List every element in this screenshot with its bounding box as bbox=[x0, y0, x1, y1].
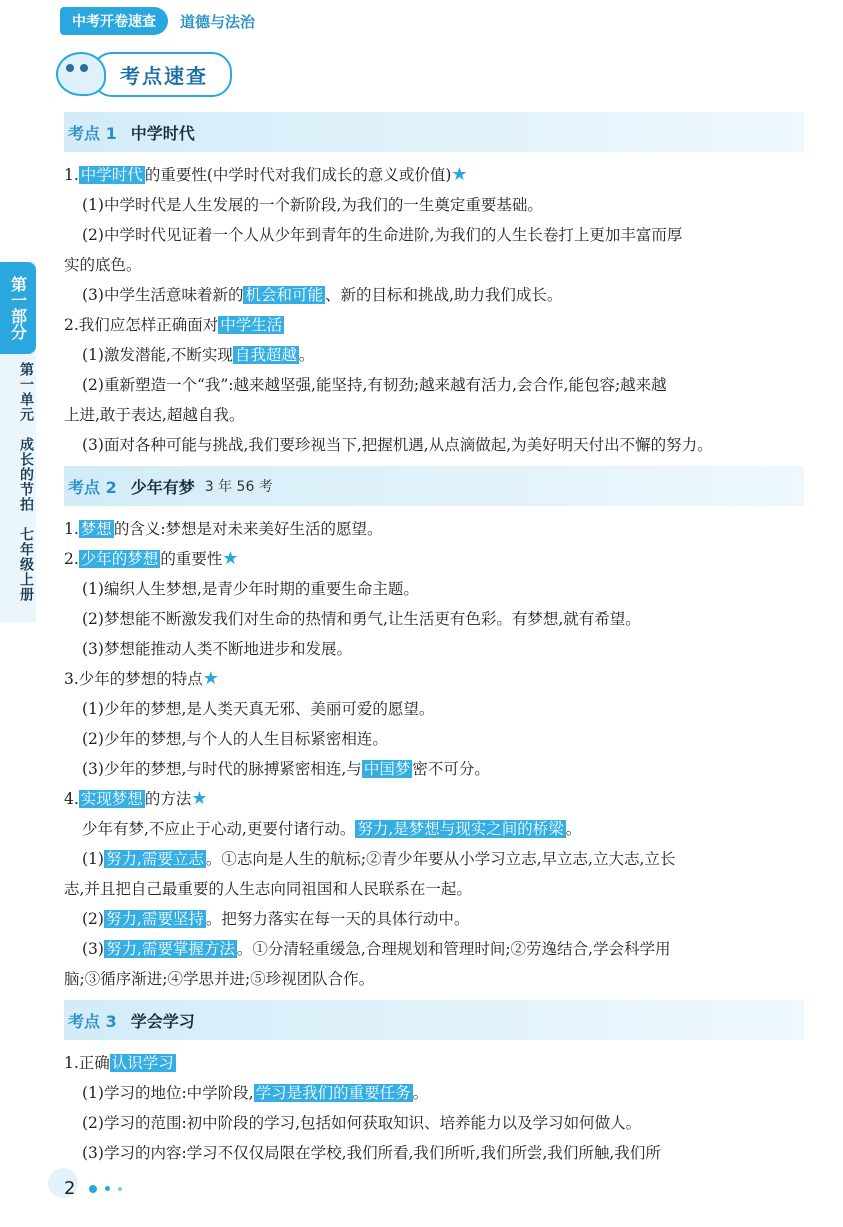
text-line bbox=[64, 400, 804, 430]
text-line bbox=[64, 634, 804, 664]
line-text: 的含义:梦想是对未来美好生活的愿望。 bbox=[113, 520, 383, 538]
line-text: (2) bbox=[82, 910, 104, 928]
text-line bbox=[64, 190, 804, 220]
section-header bbox=[64, 466, 804, 506]
line-text: 1. bbox=[64, 166, 79, 184]
line-text: 2. bbox=[64, 550, 79, 568]
text-line bbox=[64, 280, 804, 310]
text-line bbox=[64, 1078, 804, 1108]
line-text: 少年有梦,不应止于心动,更要付诸行动。 bbox=[82, 820, 356, 838]
line-text: (3)学习的内容:学习不仅仅局限在学校,我们所看,我们所听,我们所尝,我们所触,我们所 bbox=[82, 1144, 661, 1162]
line-text: (3) bbox=[82, 940, 104, 958]
highlight-term: 努力,是梦想与现实之间的桥梁 bbox=[357, 820, 564, 838]
highlight-term: 努力,需要坚持 bbox=[105, 910, 204, 928]
running-header bbox=[60, 6, 255, 36]
text-line bbox=[64, 574, 804, 604]
line-text: 实的底色。 bbox=[64, 256, 142, 274]
star-icon: ★ bbox=[191, 788, 208, 809]
line-text: 的重要性(中学时代对我们成长的意义或价值) bbox=[144, 166, 452, 184]
star-icon: ★ bbox=[222, 548, 239, 569]
line-text: (3)面对各种可能与挑战,我们要珍视当下,把握机遇,从点滴做起,为美好明天付出不懈的努力。 bbox=[82, 436, 713, 454]
line-text: (3)中学生活意味着新的 bbox=[82, 286, 244, 304]
text-line bbox=[64, 160, 804, 190]
line-text: 。 bbox=[412, 1084, 429, 1102]
line-text: 。①分清轻重缓急,合理规划和管理时间;②劳逸结合,学会科学用 bbox=[236, 940, 671, 958]
line-text: 的方法 bbox=[144, 790, 192, 808]
line-text: (1)编织人生梦想,是青少年时期的重要生命主题。 bbox=[82, 580, 419, 598]
text-line bbox=[64, 694, 804, 724]
text-line bbox=[64, 544, 804, 574]
line-text: 。 bbox=[298, 346, 315, 364]
line-text: 1. bbox=[64, 520, 79, 538]
line-text: (3)梦想能推动人类不断地进步和发展。 bbox=[82, 640, 352, 658]
line-text: 。①志向是人生的航标;②青少年要从小学习立志,早立志,立大志,立长 bbox=[205, 850, 676, 868]
text-line bbox=[64, 1138, 804, 1168]
text-line bbox=[64, 250, 804, 280]
text-line bbox=[64, 844, 804, 874]
line-text: 脑;③循序渐进;④学思并进;⑤珍视团队合作。 bbox=[64, 970, 375, 988]
line-text: (2)重新塑造一个“我”:越来越坚强,能坚持,有韧劲;越来越有活力,会合作,能包容;越来越 bbox=[82, 376, 667, 394]
section-header bbox=[64, 112, 804, 152]
section-number: 考点 3 bbox=[68, 1011, 117, 1031]
text-line bbox=[64, 724, 804, 754]
line-text: (2)梦想能不断激发我们对生命的热情和勇气,让生活更有色彩。有梦想,就有希望。 bbox=[82, 610, 641, 628]
text-line bbox=[64, 904, 804, 934]
text-line bbox=[64, 1048, 804, 1078]
line-text: 密不可分。 bbox=[412, 760, 490, 778]
page-number: 2 bbox=[64, 1178, 76, 1199]
text-line bbox=[64, 784, 804, 814]
text-line bbox=[64, 814, 804, 844]
banner-title: 考点速查 bbox=[92, 52, 232, 97]
side-tab bbox=[0, 262, 36, 622]
line-text: 的重要性 bbox=[160, 550, 223, 568]
line-text: (2)少年的梦想,与个人的人生目标紧密相连。 bbox=[82, 730, 388, 748]
line-text: (1) bbox=[82, 850, 104, 868]
text-line bbox=[64, 754, 804, 784]
line-text: 。把努力落实在每一天的具体行动中。 bbox=[205, 910, 470, 928]
side-tab-part: 第一部分 bbox=[0, 262, 36, 354]
highlight-term: 中国梦 bbox=[363, 760, 411, 778]
dot-icon bbox=[89, 1185, 97, 1193]
highlight-term: 努力,需要立志 bbox=[105, 850, 204, 868]
line-text: (1)激发潜能,不断实现 bbox=[82, 346, 233, 364]
highlight-term: 少年的梦想 bbox=[80, 550, 159, 568]
section-exam-count: 3 年 56 考 bbox=[204, 479, 273, 495]
text-line bbox=[64, 220, 804, 250]
line-text: 、新的目标和挑战,助力我们成长。 bbox=[324, 286, 563, 304]
subject-label: 道德与法治 bbox=[180, 12, 256, 31]
highlight-term: 自我超越 bbox=[234, 346, 297, 364]
text-line bbox=[64, 874, 804, 904]
highlight-term: 中学生活 bbox=[220, 316, 283, 334]
text-line bbox=[64, 310, 804, 340]
section-number: 考点 1 bbox=[68, 123, 117, 143]
section-title: 学会学习 bbox=[130, 1011, 195, 1031]
section-title: 中学时代 bbox=[130, 123, 195, 143]
line-text: 志,并且把自己最重要的人生志向同祖国和人民联系在一起。 bbox=[64, 880, 472, 898]
line-text: 1.正确 bbox=[64, 1054, 110, 1072]
mascot-icon bbox=[56, 52, 106, 96]
highlight-term: 认识学习 bbox=[111, 1054, 174, 1072]
line-text: (3)少年的梦想,与时代的脉搏紧密相连,与 bbox=[82, 760, 362, 778]
line-text: 3.少年的梦想的特点 bbox=[64, 670, 203, 688]
text-line bbox=[64, 340, 804, 370]
line-text: (1)中学时代是人生发展的一个新阶段,为我们的一生奠定重要基础。 bbox=[82, 196, 543, 214]
text-line bbox=[64, 514, 804, 544]
dot-icon bbox=[105, 1186, 110, 1191]
line-text: 。 bbox=[565, 820, 582, 838]
star-icon: ★ bbox=[202, 668, 219, 689]
series-label: 中考开卷速查 bbox=[60, 7, 168, 35]
text-line bbox=[64, 664, 804, 694]
section-title: 少年有梦 bbox=[130, 477, 195, 497]
star-icon: ★ bbox=[451, 164, 468, 185]
line-text: 上进,敢于表达,超越自我。 bbox=[64, 406, 245, 424]
highlight-term: 机会和可能 bbox=[245, 286, 323, 304]
text-line bbox=[64, 370, 804, 400]
highlight-term: 学习是我们的重要任务 bbox=[255, 1084, 411, 1102]
side-tab-unit: 第一单元 成长的节拍 七年级上册 bbox=[18, 362, 34, 602]
section-number: 考点 2 bbox=[68, 477, 117, 497]
line-text: (2)学习的范围:初中阶段的学习,包括如何获取知识、培养能力以及学习如何做人。 bbox=[82, 1114, 642, 1132]
text-line bbox=[64, 934, 804, 964]
dot-icon bbox=[118, 1187, 122, 1191]
line-text: 2.我们应怎样正确面对 bbox=[64, 316, 219, 334]
line-text: (1)学习的地位:中学阶段, bbox=[82, 1084, 254, 1102]
highlight-term: 努力,需要掌握方法 bbox=[105, 940, 235, 958]
highlight-term: 实现梦想 bbox=[80, 790, 143, 808]
section-banner bbox=[56, 52, 232, 96]
text-line bbox=[64, 604, 804, 634]
text-line bbox=[64, 964, 804, 994]
highlight-term: 中学时代 bbox=[80, 166, 143, 184]
main-content bbox=[64, 112, 804, 1168]
line-text: (1)少年的梦想,是人类天真无邪、美丽可爱的愿望。 bbox=[82, 700, 435, 718]
highlight-term: 梦想 bbox=[80, 520, 112, 538]
page-footer bbox=[64, 1178, 130, 1199]
text-line bbox=[64, 1108, 804, 1138]
text-line bbox=[64, 430, 804, 460]
section-header bbox=[64, 1000, 804, 1040]
line-text: 4. bbox=[64, 790, 79, 808]
line-text: (2)中学时代见证着一个人从少年到青年的生命进阶,为我们的人生长卷打上更加丰富而厚 bbox=[82, 226, 683, 244]
